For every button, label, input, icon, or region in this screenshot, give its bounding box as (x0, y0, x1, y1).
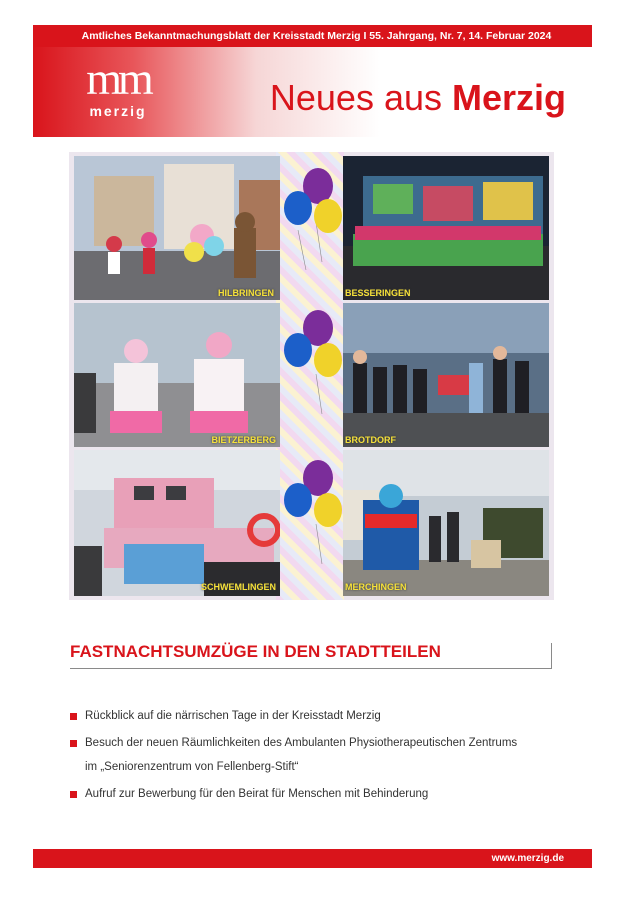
highlights-list (70, 704, 570, 806)
logo-word: merzig (89, 103, 147, 119)
photo-caption: BROTDORF (345, 435, 396, 445)
photo-hilbringen (74, 156, 280, 300)
masthead-banner (33, 47, 592, 137)
section-title: FASTNACHTSUMZÜGE IN DEN STADTTEILEN (70, 642, 441, 661)
street-parade-image (74, 156, 280, 300)
list-item (70, 704, 570, 728)
balloons-icon (276, 152, 344, 600)
haribo-group-image (343, 450, 549, 596)
photo-merchingen (343, 450, 549, 596)
header-topline-bar (33, 25, 592, 47)
balloon-strip (276, 152, 344, 600)
red-square-bullet-icon (70, 791, 77, 798)
group-stage-image (343, 156, 549, 300)
red-square-bullet-icon (70, 740, 77, 747)
list-item-text: Besuch der neuen Räumlichkeiten des Ambulanten Physiotherapeutischen Zentrums (85, 737, 518, 749)
merzig-logo (73, 53, 163, 119)
photo-caption: BIETZERBERG (211, 435, 276, 445)
publication-title-bold: Merzig (451, 77, 566, 118)
balloon-group-bottom (284, 460, 342, 564)
list-item-text: Aufruf zur Bewerbung für den Beirat für Menschen mit Behinderung (85, 788, 429, 800)
red-square-bullet-icon (70, 713, 77, 720)
footer-url[interactable]: www.merzig.de (491, 853, 564, 864)
footer-bar (33, 849, 592, 868)
photo-brotdorf (343, 303, 549, 447)
photo-caption: MERCHINGEN (345, 582, 407, 592)
photo-bietzerberg (74, 303, 280, 447)
list-item-text: Rückblick auf die närrischen Tage in der Kreisstadt Merzig (85, 710, 381, 722)
photo-caption: SCHWEMLINGEN (201, 582, 276, 592)
balloon-group-top (284, 168, 342, 270)
boat-float-image (74, 450, 280, 596)
publication-title-regular: Neues aus (269, 77, 452, 118)
list-item (70, 782, 570, 806)
photo-caption: BESSERINGEN (345, 288, 411, 298)
section-title-tick (551, 643, 552, 669)
list-item-text-continued: im „Seniorenzentrum von Fellenberg-Stift“ (85, 761, 299, 773)
cake-costume-image (74, 303, 280, 447)
photo-caption: HILBRINGEN (218, 288, 274, 298)
photo-schwemlingen (74, 450, 280, 596)
publication-title (270, 77, 566, 119)
header-topline: Amtliches Bekanntmachungsblatt der Kreisstadt Merzig I 55. Jahrgang, Nr. 7, 14. Februar 2024 (81, 30, 552, 42)
section-title-underline (70, 668, 552, 669)
group-photo-image (343, 303, 549, 447)
photo-besseringen (343, 156, 549, 300)
balloon-group-middle (284, 310, 342, 414)
list-item (70, 731, 570, 779)
logo-mark: mm (86, 53, 150, 104)
carnival-photo-collage (69, 152, 554, 600)
